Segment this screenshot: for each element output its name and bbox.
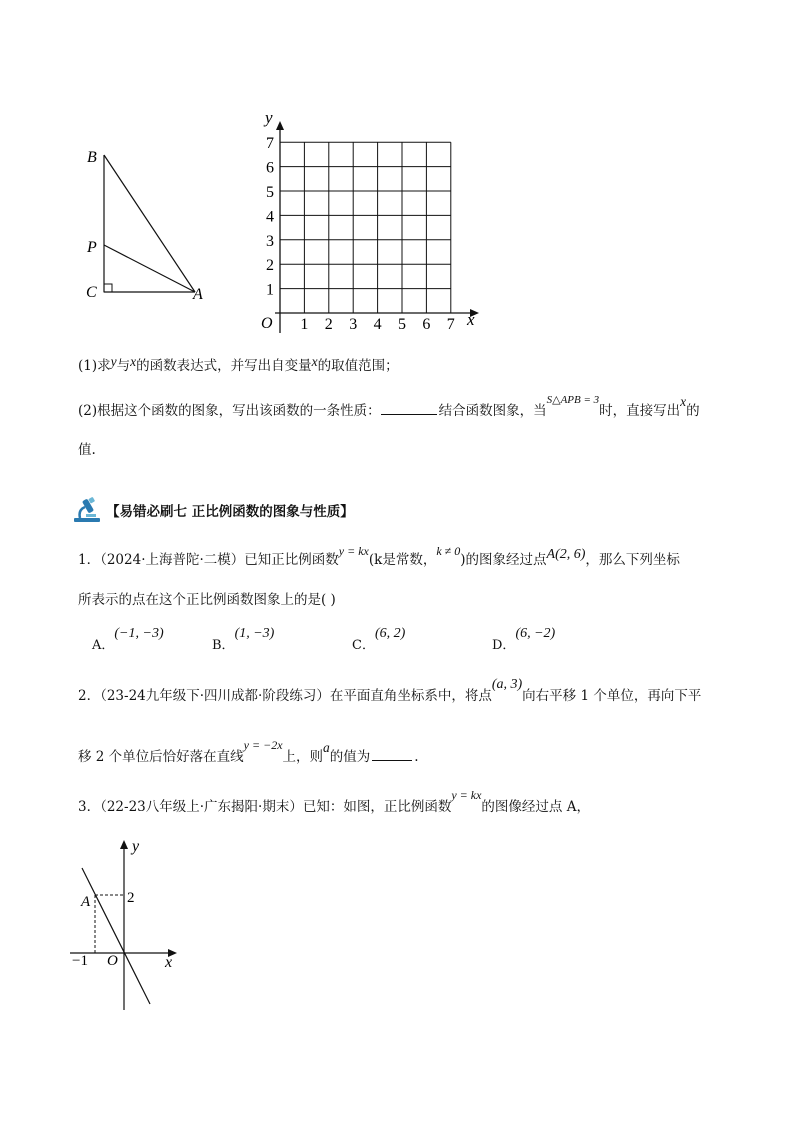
q2-text-2: 结合函数图象，当 (438, 403, 547, 419)
label-c: C (86, 284, 97, 301)
problem-3-source: （22-23八年级上·广东揭阳·期末）已知：如图，正比例函数 (100, 799, 452, 815)
option-a-label: A． (92, 638, 115, 653)
problem-3-figure (62, 835, 187, 1015)
p3-y-axis-arrow (120, 840, 128, 849)
x-tick-label: 3 (349, 316, 358, 333)
option-c-value: (6, 2) (374, 626, 406, 641)
x-tick-labels (300, 316, 454, 333)
triangle-figure (78, 140, 208, 305)
y-tick-label: 4 (266, 208, 274, 226)
q2-text-3: 时，直接写出 (599, 403, 681, 419)
problem-3-number: 3． (78, 799, 101, 815)
problem-2-line2-end: . (414, 749, 419, 765)
problem-1-source: （2024·上海普陀·二模）已知正比例函数 (100, 552, 339, 568)
problem-1 (78, 544, 680, 571)
q1-var-x: x (130, 354, 137, 369)
segment-pa (104, 245, 195, 292)
p3-point-label: A (81, 894, 91, 910)
q2-text-4: 的 (686, 403, 700, 419)
x-tick-label: 7 (446, 316, 455, 333)
q1-var-x2: x (311, 354, 318, 369)
problem-1-text-3: )的图象经过点 (460, 552, 547, 568)
q2-text-1: (2)根据这个函数的图象，写出该函数的一条性质： (78, 403, 381, 419)
option-d-value: (6, −2) (515, 626, 556, 641)
problem-2-source: （23-24九年级下·四川成都·阶段练习）在平面直角坐标系中，将点 (100, 688, 492, 704)
problem-2-line2-text-2: 上，则 (282, 749, 324, 765)
y-tick-label: 5 (266, 184, 274, 201)
q2-answer-blank[interactable] (381, 400, 437, 415)
coordinate-grid (255, 105, 485, 333)
problem-1-number: 1． (78, 552, 101, 568)
x-tick-label: 5 (398, 316, 406, 333)
problem-2-line-2 (78, 738, 419, 767)
x-axis-label: x (467, 310, 475, 329)
origin-label: O (261, 315, 273, 332)
question-2 (78, 394, 700, 422)
right-angle-mark (104, 284, 112, 292)
p3-x-label: x (165, 954, 173, 971)
q2-area-expr: S△APB = 3 (546, 394, 600, 406)
y-axis-arrow (276, 121, 284, 130)
x-tick-label: 4 (373, 316, 382, 333)
p3-origin-label: O (107, 953, 118, 969)
label-b: B (87, 149, 97, 166)
problem-2-var-a: a (323, 740, 330, 755)
problem-1-point: A(2, 6) (546, 547, 586, 562)
problem-2-answer-blank[interactable] (372, 746, 412, 761)
problem-2-line-expr: y = −2x (243, 738, 283, 752)
problem-1-func: y = kx (338, 544, 369, 558)
p3-y-label: y (132, 838, 140, 855)
q1-var-y: y (110, 354, 117, 369)
x-tick-label: 2 (324, 316, 333, 333)
y-tick-label: 7 (266, 135, 274, 153)
grid-lines (280, 142, 451, 313)
problem-2-point: (a, 3) (491, 677, 523, 692)
p3-tick-y: 2 (127, 890, 135, 906)
problem-1-line-2: 所表示的点在这个正比例函数图象上的是( ) (78, 592, 336, 608)
problem-3 (78, 788, 590, 817)
x-tick-label: 6 (422, 316, 431, 333)
option-b[interactable] (212, 622, 275, 653)
problem-1-text-2: (k是常数， (368, 552, 437, 568)
problem-2-text-2: 向右平移 1 个单位，再向下平 (522, 688, 702, 704)
microscope-icon (72, 497, 104, 523)
option-b-value: (1, −3) (234, 626, 275, 641)
problem-1-condition: k ≠ 0 (436, 544, 461, 558)
option-a-value: (−1, −3) (114, 626, 164, 641)
option-d-label: D． (492, 638, 516, 653)
problem-3-text-2: 的图像经过点 A， (481, 799, 590, 815)
x-tick-label: 1 (300, 316, 309, 333)
q2-var-x: x (680, 394, 687, 409)
label-p: P (87, 239, 97, 256)
option-c-label: C． (352, 638, 375, 653)
option-a[interactable] (92, 622, 164, 653)
q1-text-1: (1)求 (78, 358, 111, 374)
y-axis-label: y (265, 108, 273, 127)
label-a: A (193, 286, 203, 303)
y-tick-labels (266, 135, 274, 298)
section-title: 【易错必刷七 正比例函数的图象与性质】 (106, 504, 354, 520)
problem-2 (78, 677, 702, 707)
option-c[interactable] (352, 622, 406, 653)
problem-2-line2-text-3: 的值为 (329, 749, 371, 765)
problem-1-text-4: ，那么下列坐标 (585, 552, 680, 568)
section-heading (72, 497, 354, 523)
y-tick-label: 6 (266, 159, 274, 177)
question-1 (78, 356, 399, 376)
problem-2-line2-text-1: 移 2 个单位后恰好落在直线 (78, 749, 244, 765)
p3-function-line (82, 868, 150, 1004)
option-d[interactable] (492, 622, 556, 653)
q1-text-3: 的函数表达式，并写出自变量 (136, 358, 312, 374)
q1-text-4: 的取值范围； (317, 358, 399, 374)
y-tick-label: 2 (266, 257, 274, 275)
q1-text-2: 与 (116, 358, 131, 374)
y-tick-label: 1 (266, 281, 274, 299)
problem-3-func: y = kx (451, 788, 482, 802)
segment-ab (104, 155, 195, 292)
question-2-line-2: 值. (78, 442, 96, 458)
problem-2-number: 2． (78, 688, 101, 704)
p3-tick-x: −1 (72, 953, 88, 969)
y-tick-label: 3 (266, 232, 274, 250)
option-b-label: B． (212, 638, 235, 653)
